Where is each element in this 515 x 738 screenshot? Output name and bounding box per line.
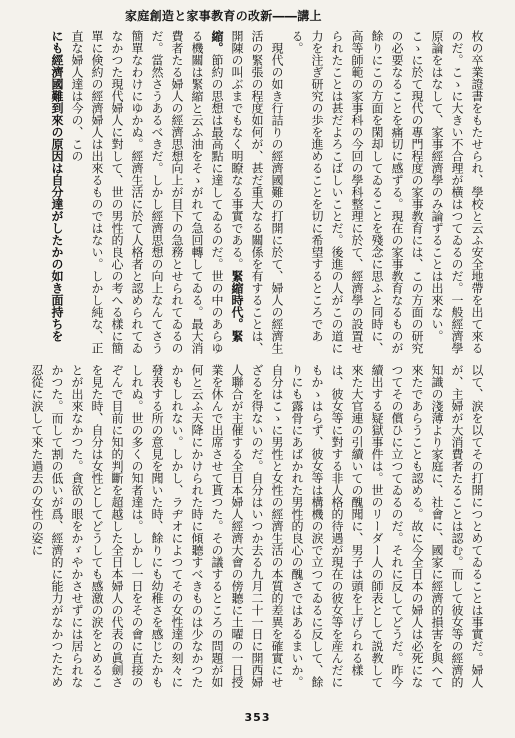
upper-vertical-text	[29, 30, 487, 360]
upper-paragraph-2-emphasis: 緊縮時代。緊縮。	[210, 30, 244, 342]
lower-text-block	[29, 364, 487, 699]
upper-paragraph-3	[47, 30, 67, 360]
upper-paragraph-2-a: 現代の如き行詰りの經濟國難の打開に於て、婦人の經濟生活の緊張の程度如何が、甚だ重大なる關係を有することは、開陳の叫ぶまでもなく明瞭なる事實である。	[230, 30, 284, 354]
lower-paragraph-1: 以て、涙を以てその打開につとめてゐることは事實だ。婦人が、主婦が大消費者たることは認む。而して彼女等の經濟的知識の淺薄より家庭に、社會に、國家に經濟的損害を與へて來たであらうことも認める。故に今全日本の婦人は必死になつてその償ひに立つてゐるのだ。それに反してどうだ。昨今續出する疑獄事件は。世のリーダー人の師表として説教して來た大官連の引續いての醜聞に、男子は頭を上げられる樣は、彼女等に對する非人格的待遇が現在の彼女等を産んだにもかゝはらず、彼女等は構機の涙で立つてゐるに反して、餘りにも露骨にあばかれた男性的良心の醜さではあるまいか。自分はこゝに男性と女性の經濟生活の本質的差異を確實にせざるを得ないのだ。自分はいつか去る九月二十一日に開西婦人聯合が主催する全日本婦人經濟大會の傍聽に土曜の一日授業を休んで出席させて貰つた。その議するところの問題が如何と云ふ天降にかけられた時に傾聽すべきものは少なかつたかもしれない。しかし、ラヂオによつてその女性達の刻々に發表する所の意見を聞いた時、餘りにも幼稚さを感じたかもしれぬ。世の多くの知者達は。しかし一日をその會に直接のぞんで目前に知的判斷を超越した全日本婦人の代表の眞劍さを見た時、自分は女性としてどうしても感激の涙をとめることが出來なかつた。貪欲の眼をかゞやかさせずには居られなかつた。而して割の低いが爲、經濟的に能力がなかつたため忍從に涙して來た過去の女性の姿に	[30, 364, 484, 688]
upper-paragraph-3-lead: にも	[50, 30, 64, 54]
upper-paragraph-2-c: 節約の思想は最高點に達してゐるのだ。世の中のあらゆる機關は緊縮と云ふ油をそゝがれて急回轉してゐる。最大消費者たる婦人の經濟思想向上が目下の急務とせられてゐるのだ。當然さうあるべきだ。しかし經濟思想の向上なんてさう簡單なわけにゆかぬ。經濟生活に於て人格者と認められてゐなかつた現代婦人に對して、世の男性的良心の考へる樣に簡單に倹約の經濟婦人は出來るものではない。しかし純な、正直な婦人達は今の、この	[70, 30, 224, 354]
upper-text-block	[29, 30, 487, 360]
header-title: 家庭創造と家事教育の改新――講上	[125, 9, 322, 23]
page-number: 353	[244, 711, 271, 724]
upper-paragraph-2	[67, 30, 287, 360]
lower-vertical-text	[29, 364, 487, 699]
upper-paragraph-1: 枚の卒業證書をもたせられ、學校と云ふ安全地帶を出て來るのだ。こゝに大きい不合理が横はつてゐるのだ。一般經濟學原論をはなして、家事經濟學のみ論ずることは出來ない。こゝに於て現代の專門程度の家事教育には、この方面の研究の必要なることを痛切に感ずる。現在の家事教育なるものが餘りにこの方面を閑却してゐることを殘念に思ふと同時に、高等師範の家事科の今回の學科整理に於て、經濟學の設置せられたことは甚だよろこばしいことだ。後進の人がこの道に力を注ぎ研究の歩を進めることを切に希望するところである。	[290, 30, 484, 354]
upper-paragraph-3-body: 經濟國難到來の原因は自分達がしたかの如き面持ちを	[50, 54, 64, 342]
running-header	[115, 7, 475, 27]
